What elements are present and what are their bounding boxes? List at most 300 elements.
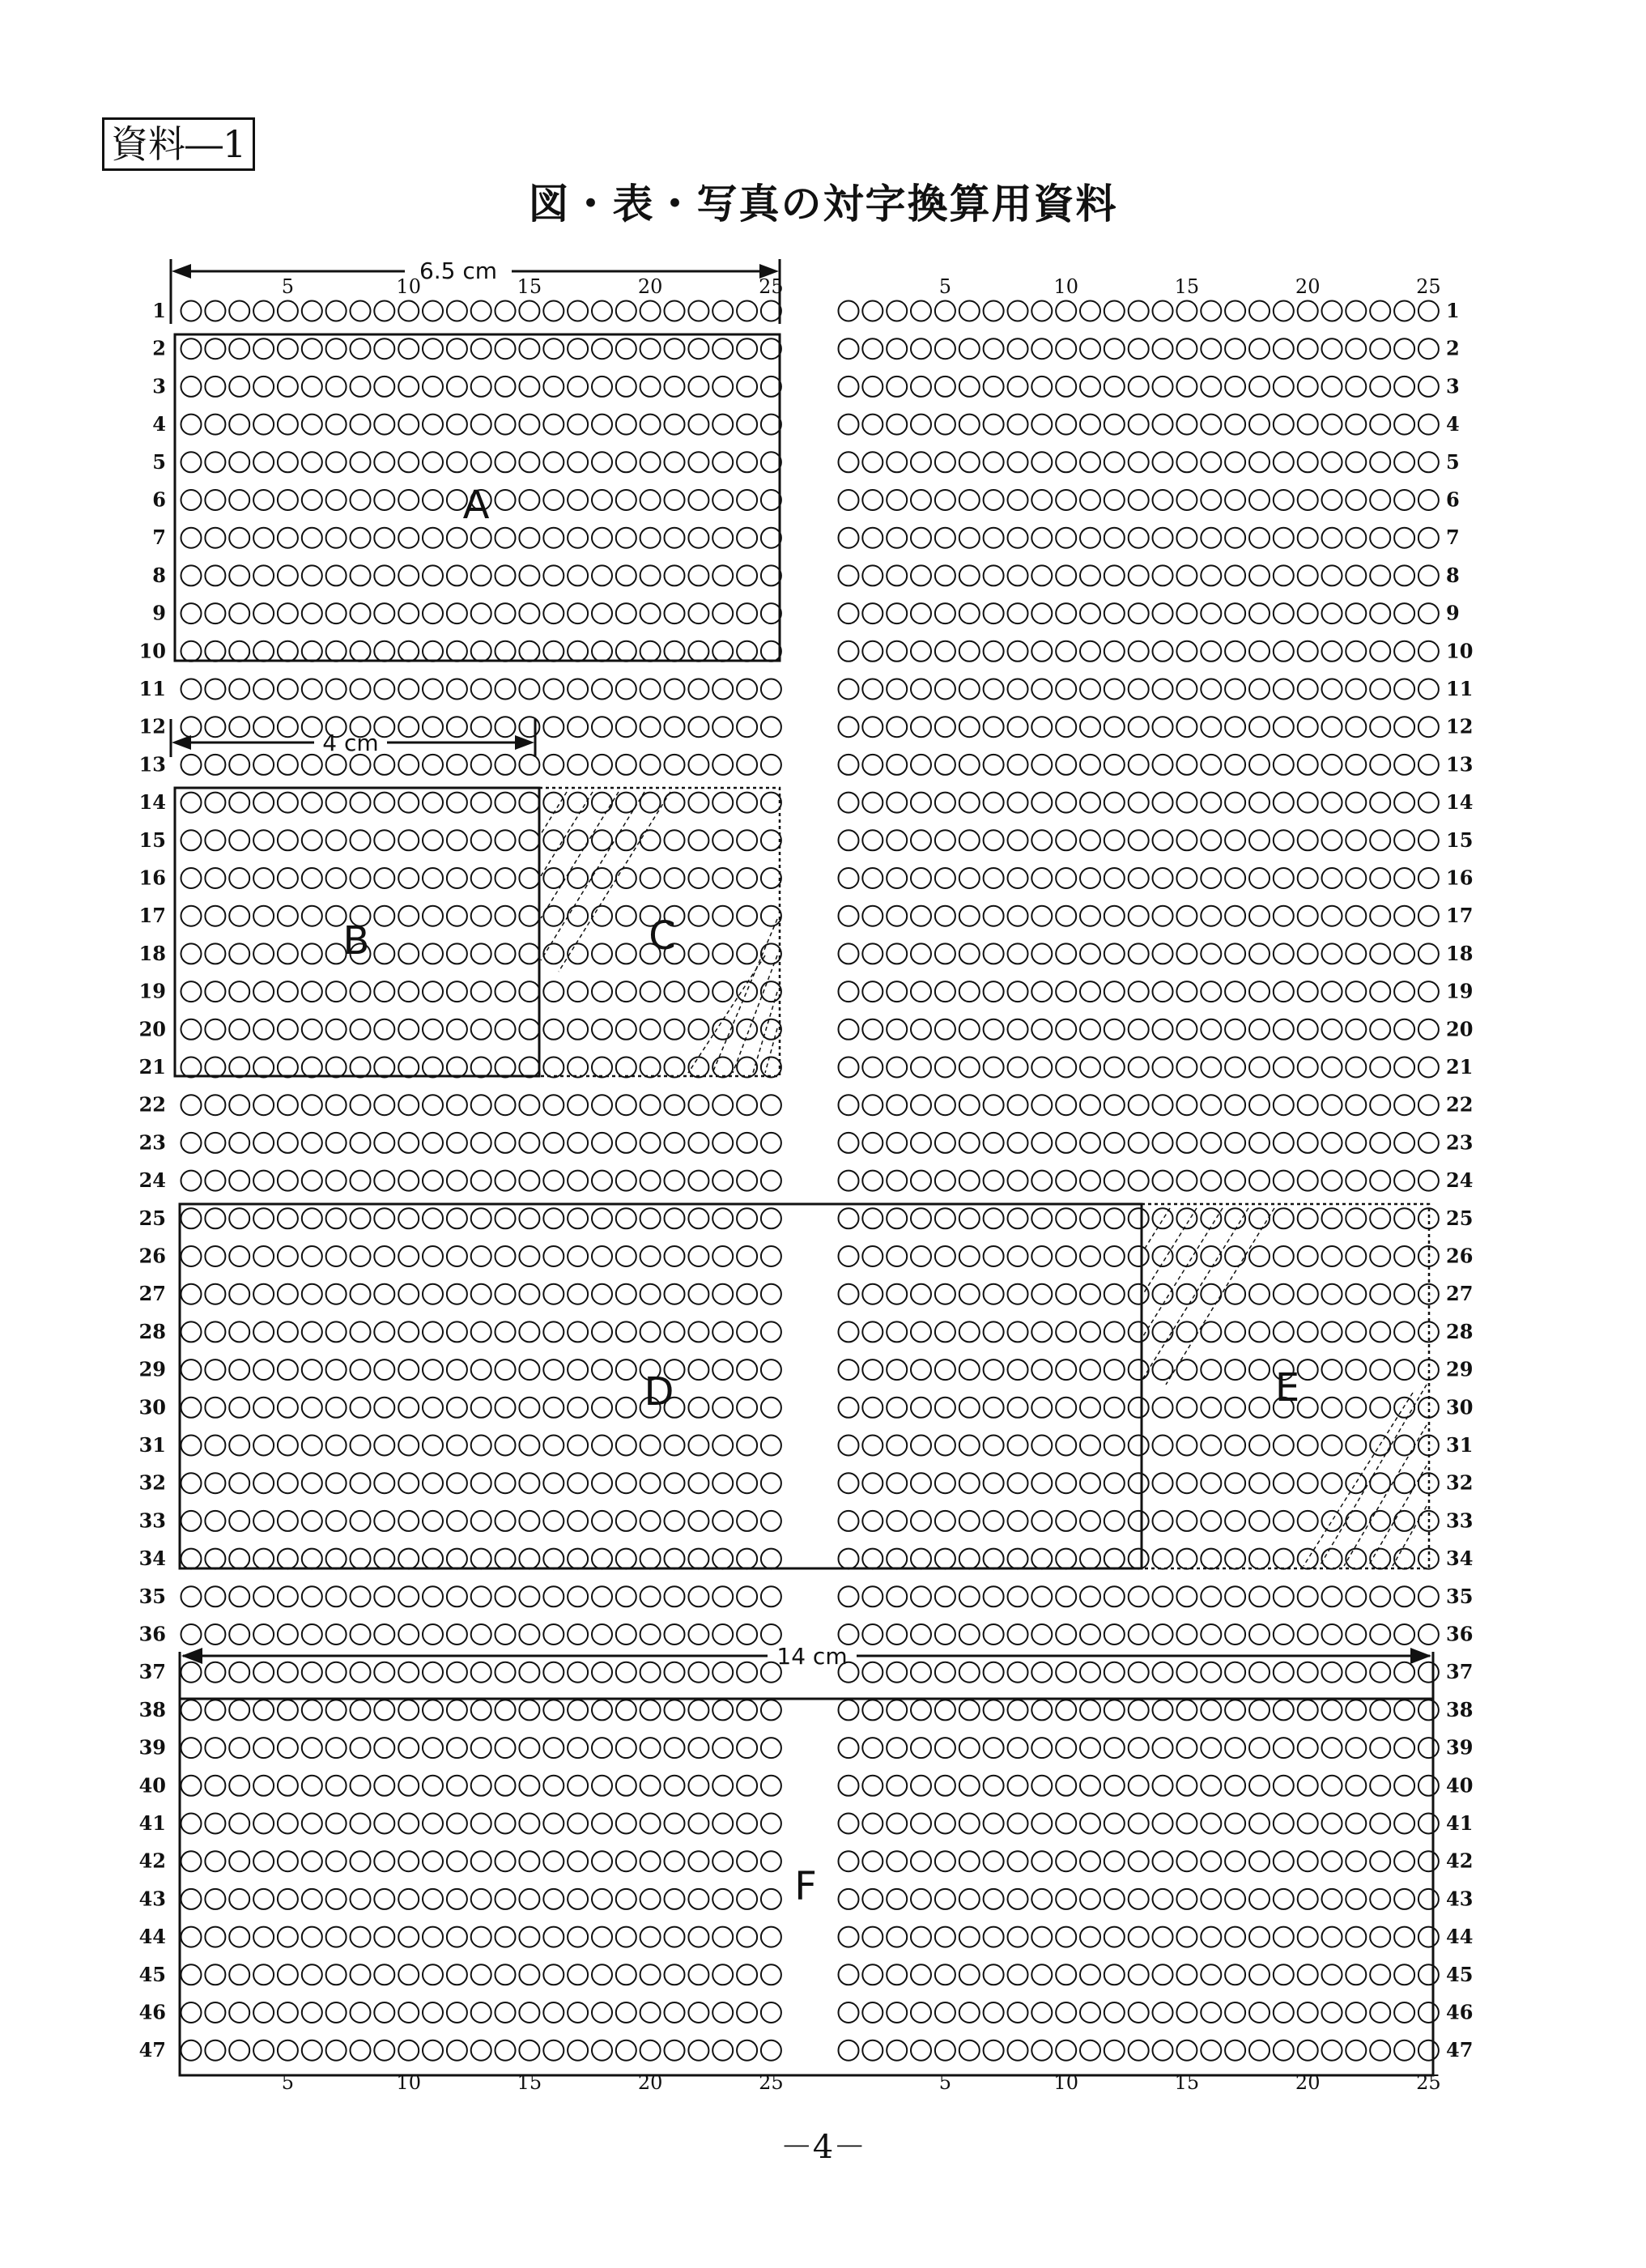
grid-cell — [1249, 679, 1270, 700]
grid-cell — [959, 1208, 980, 1228]
grid-cell — [253, 793, 274, 813]
grid-cell — [761, 1700, 781, 1720]
grid-cell — [326, 1057, 347, 1078]
grid-cell — [1008, 1321, 1028, 1342]
grid-cell — [326, 1586, 347, 1606]
grid-cell — [984, 1321, 1004, 1342]
grid-cell — [1370, 1284, 1390, 1304]
grid-cell — [1104, 603, 1125, 623]
grid-cell — [959, 377, 980, 397]
grid-cell — [519, 717, 539, 737]
grid-cell — [278, 415, 298, 435]
grid-cell — [1394, 1095, 1414, 1115]
grid-cell — [1225, 2040, 1245, 2061]
grid-cell — [1249, 1057, 1270, 1078]
grid-cell — [1322, 1019, 1342, 1040]
grid-cell — [1394, 1586, 1414, 1606]
grid-cell — [205, 2002, 225, 2023]
grid-cell — [229, 868, 249, 888]
grid-cell — [398, 906, 419, 926]
grid-cell — [616, 906, 636, 926]
grid-cell — [543, 338, 564, 359]
grid-cell — [519, 1700, 539, 1720]
grid-cell — [253, 1814, 274, 1834]
grid-cell — [543, 793, 564, 813]
grid-cell — [1274, 830, 1294, 850]
grid-cell — [1176, 868, 1197, 888]
grid-cell — [568, 1851, 588, 1871]
grid-cell — [1418, 415, 1439, 435]
grid-cell — [205, 1171, 225, 1191]
region-d-label: D — [644, 1369, 674, 1415]
grid-cell — [374, 1473, 394, 1493]
grid-cell — [1008, 415, 1028, 435]
grid-cell — [1201, 1284, 1221, 1304]
grid-cell — [423, 603, 443, 623]
grid-cell — [253, 830, 274, 850]
grid-cell — [205, 830, 225, 850]
grid-cell — [205, 1851, 225, 1871]
grid-cell — [592, 1436, 612, 1456]
grid-cell — [935, 1586, 955, 1606]
grid-cell — [737, 1133, 757, 1153]
grid-cell — [665, 301, 685, 321]
grid-cell — [1008, 528, 1028, 548]
grid-cell — [351, 301, 371, 321]
grid-cell — [447, 1889, 467, 1909]
grid-cell — [712, 717, 733, 737]
grid-cell — [761, 452, 781, 472]
grid-cell — [712, 1700, 733, 1720]
grid-cell — [1104, 868, 1125, 888]
grid-cell — [205, 755, 225, 775]
grid-cell — [1274, 1321, 1294, 1342]
grid-cell — [862, 1436, 883, 1456]
grid-cell — [447, 943, 467, 964]
grid-cell — [640, 679, 661, 700]
grid-cell — [1418, 755, 1439, 775]
grid-cell — [423, 830, 443, 850]
row-number-right: 11 — [1446, 677, 1474, 700]
grid-cell — [1394, 641, 1414, 662]
grid-cell — [665, 2002, 685, 2023]
grid-cell — [1008, 1398, 1028, 1418]
grid-cell — [229, 1246, 249, 1266]
grid-cell — [1346, 1208, 1366, 1228]
grid-cell — [616, 1889, 636, 1909]
grid-cell — [181, 1436, 202, 1456]
grid-cell — [205, 1398, 225, 1418]
grid-cell — [761, 415, 781, 435]
grid-cell — [1153, 1133, 1173, 1153]
grid-cell — [959, 1700, 980, 1720]
grid-cell — [351, 1776, 371, 1796]
grid-cell — [181, 868, 202, 888]
grid-cell — [253, 1776, 274, 1796]
grid-cell — [1008, 1889, 1028, 1909]
grid-cell — [374, 603, 394, 623]
grid-cell — [737, 755, 757, 775]
grid-cell — [181, 1321, 202, 1342]
grid-cell — [447, 906, 467, 926]
grid-cell — [640, 1133, 661, 1153]
grid-cell — [862, 717, 883, 737]
grid-cell — [423, 1624, 443, 1645]
row-number-left: 26 — [138, 1244, 166, 1268]
grid-cell — [1418, 1133, 1439, 1153]
grid-cell — [568, 868, 588, 888]
grid-cell — [181, 1549, 202, 1569]
grid-cell — [959, 868, 980, 888]
grid-cell — [1370, 755, 1390, 775]
grid-cell — [205, 1549, 225, 1569]
grid-cell — [592, 1511, 612, 1531]
grid-cell — [959, 415, 980, 435]
grid-cell — [568, 1662, 588, 1683]
grid-cell — [423, 415, 443, 435]
grid-cell — [326, 338, 347, 359]
grid-cell — [1370, 603, 1390, 623]
grid-cell — [737, 490, 757, 510]
grid-cell — [1201, 1927, 1221, 1947]
grid-cell — [737, 717, 757, 737]
grid-cell — [1104, 1927, 1125, 1947]
grid-cell — [229, 2002, 249, 2023]
grid-cell — [959, 1398, 980, 1418]
grid-cell — [1322, 1549, 1342, 1569]
grid-cell — [1298, 1511, 1318, 1531]
grid-cell — [447, 1814, 467, 1834]
grid-cell — [1056, 1246, 1076, 1266]
grid-cell — [1129, 1171, 1149, 1191]
grid-cell — [712, 1851, 733, 1871]
row-number-right: 45 — [1446, 1962, 1474, 1986]
grid-cell — [712, 1208, 733, 1228]
row-number-left: 7 — [152, 526, 166, 550]
grid-cell — [229, 1057, 249, 1078]
grid-cell — [496, 755, 516, 775]
row-number-left: 39 — [138, 1735, 166, 1760]
grid-cell — [1322, 641, 1342, 662]
grid-cell — [253, 1927, 274, 1947]
grid-cell — [1176, 2002, 1197, 2023]
row-number-left: 34 — [138, 1547, 166, 1571]
grid-cell — [616, 755, 636, 775]
grid-cell — [326, 1964, 347, 1985]
row-number-right: 43 — [1446, 1887, 1474, 1911]
grid-cell — [959, 1851, 980, 1871]
grid-cell — [351, 1624, 371, 1645]
grid-cell — [887, 1019, 907, 1040]
grid-cell — [568, 1889, 588, 1909]
grid-cell — [1274, 565, 1294, 585]
grid-cell — [616, 1511, 636, 1531]
grid-cell — [471, 377, 491, 397]
grid-cell — [471, 1624, 491, 1645]
grid-cell — [1394, 565, 1414, 585]
grid-cell — [984, 1738, 1004, 1758]
grid-cell — [423, 1133, 443, 1153]
grid-cell — [519, 1171, 539, 1191]
grid-cell — [1080, 1133, 1100, 1153]
grid-cell — [1298, 1624, 1318, 1645]
grid-cell — [543, 1851, 564, 1871]
grid-cell — [862, 1057, 883, 1078]
grid-cell — [1418, 943, 1439, 964]
grid-cell — [935, 490, 955, 510]
grid-cell — [887, 868, 907, 888]
grid-cell — [862, 1133, 883, 1153]
grid-cell — [839, 1436, 859, 1456]
grid-cell — [253, 1284, 274, 1304]
grid-cell — [887, 1473, 907, 1493]
grid-cell — [959, 1171, 980, 1191]
grid-cell — [1008, 377, 1028, 397]
grid-cell — [959, 679, 980, 700]
grid-cell — [887, 1814, 907, 1834]
grid-cell — [1176, 717, 1197, 737]
grid-cell — [1394, 301, 1414, 321]
grid-cell — [1274, 1927, 1294, 1947]
grid-cell — [205, 981, 225, 1002]
grid-cell — [1346, 1889, 1366, 1909]
grid-cell — [181, 906, 202, 926]
grid-cell — [592, 1398, 612, 1418]
grid-cell — [205, 1586, 225, 1606]
grid-cell — [181, 1095, 202, 1115]
grid-cell — [496, 1284, 516, 1304]
grid-cell — [568, 452, 588, 472]
grid-cell — [959, 528, 980, 548]
grid-cell — [1249, 490, 1270, 510]
grid-cell — [1225, 1511, 1245, 1531]
grid-cell — [1201, 830, 1221, 850]
grid-cell — [1056, 415, 1076, 435]
grid-cell — [1129, 1964, 1149, 1985]
grid-cell — [1298, 1208, 1318, 1228]
grid-cell — [398, 1511, 419, 1531]
grid-cell — [1225, 1586, 1245, 1606]
grid-cell — [737, 603, 757, 623]
grid-cell — [761, 1057, 781, 1078]
grid-cell — [712, 2002, 733, 2023]
grid-cell — [935, 830, 955, 850]
grid-cell — [1056, 1321, 1076, 1342]
grid-cell — [568, 490, 588, 510]
grid-cell — [447, 1662, 467, 1683]
grid-cell — [568, 1738, 588, 1758]
grid-cell — [1225, 793, 1245, 813]
grid-cell — [543, 1662, 564, 1683]
grid-cell — [1008, 1436, 1028, 1456]
region-b-label: B — [342, 918, 370, 964]
grid-cell — [984, 415, 1004, 435]
grid-cell — [959, 1057, 980, 1078]
grid-cell — [761, 1360, 781, 1380]
grid-cell — [1031, 1662, 1052, 1683]
grid-cell — [1249, 1321, 1270, 1342]
grid-cell — [181, 1662, 202, 1683]
grid-cell — [1418, 793, 1439, 813]
grid-cell — [351, 1511, 371, 1531]
grid-cell — [447, 528, 467, 548]
grid-cell — [1249, 338, 1270, 359]
grid-cell — [302, 1246, 322, 1266]
grid-cell — [1298, 1171, 1318, 1191]
grid-cell — [688, 1776, 708, 1796]
grid-cell — [592, 1549, 612, 1569]
grid-cell — [253, 906, 274, 926]
grid-cell — [1201, 1662, 1221, 1683]
grid-cell — [1176, 1624, 1197, 1645]
grid-cell — [1201, 1889, 1221, 1909]
grid-cell — [1394, 1964, 1414, 1985]
grid-cell — [568, 793, 588, 813]
grid-cell — [326, 1436, 347, 1456]
grid-cell — [887, 1208, 907, 1228]
grid-cell — [302, 1171, 322, 1191]
grid-cell — [1153, 301, 1173, 321]
grid-cell — [737, 1776, 757, 1796]
column-number-bottom: 15 — [517, 2071, 542, 2094]
grid-cell — [640, 1511, 661, 1531]
grid-cell — [761, 528, 781, 548]
grid-cell — [1201, 1360, 1221, 1380]
grid-cell — [205, 338, 225, 359]
grid-cell — [278, 338, 298, 359]
grid-cell — [496, 1095, 516, 1115]
grid-cell — [1346, 1586, 1366, 1606]
grid-cell — [935, 603, 955, 623]
grid-cell — [351, 1436, 371, 1456]
grid-cell — [351, 1321, 371, 1342]
grid-cell — [229, 1624, 249, 1645]
grid-cell — [1370, 452, 1390, 472]
grid-cell — [1418, 301, 1439, 321]
grid-cell — [1104, 1586, 1125, 1606]
grid-cell — [1298, 2040, 1318, 2061]
grid-cell — [229, 830, 249, 850]
grid-cell — [640, 793, 661, 813]
row-number-left: 35 — [138, 1584, 166, 1608]
grid-cell — [640, 1662, 661, 1683]
grid-cell — [1225, 1662, 1245, 1683]
grid-cell — [1418, 1738, 1439, 1758]
grid-cell — [374, 1284, 394, 1304]
grid-cell — [1370, 301, 1390, 321]
grid-cell — [665, 415, 685, 435]
grid-cell — [1176, 830, 1197, 850]
grid-cell — [1322, 717, 1342, 737]
grid-cell — [447, 301, 467, 321]
grid-cell — [278, 1246, 298, 1266]
grid-cell — [911, 1057, 931, 1078]
grid-cell — [1322, 377, 1342, 397]
grid-cell — [1129, 906, 1149, 926]
grid-cell — [1031, 1511, 1052, 1531]
grid-cell — [1370, 415, 1390, 435]
grid-cell — [640, 1889, 661, 1909]
grid-cell — [1346, 641, 1366, 662]
grid-cell — [1031, 1398, 1052, 1418]
grid-cell — [229, 377, 249, 397]
grid-cell — [839, 1473, 859, 1493]
grid-cell — [229, 1814, 249, 1834]
grid-cell — [253, 1360, 274, 1380]
grid-cell — [519, 1057, 539, 1078]
grid-cell — [1080, 1057, 1100, 1078]
region-a-label: A — [462, 483, 490, 528]
grid-cell — [326, 1095, 347, 1115]
grid-cell — [1031, 1889, 1052, 1909]
grid-cell — [1129, 338, 1149, 359]
grid-cell — [688, 717, 708, 737]
grid-cell — [326, 868, 347, 888]
grid-cell — [1129, 1738, 1149, 1758]
grid-cell — [278, 603, 298, 623]
grid-cell — [935, 981, 955, 1002]
grid-cell — [1249, 2040, 1270, 2061]
grid-cell — [616, 1321, 636, 1342]
grid-cell — [1129, 1284, 1149, 1304]
grid-cell — [665, 1284, 685, 1304]
grid-cell — [592, 1662, 612, 1683]
grid-cell — [302, 565, 322, 585]
grid-cell — [519, 603, 539, 623]
grid-cell — [1249, 1246, 1270, 1266]
grid-cell — [326, 1473, 347, 1493]
grid-cell — [1129, 377, 1149, 397]
grid-cell — [665, 1246, 685, 1266]
grid-cell — [1249, 1511, 1270, 1531]
grid-cell — [374, 1398, 394, 1418]
grid-cell — [1056, 2040, 1076, 2061]
grid-cell — [1153, 2002, 1173, 2023]
grid-cell — [302, 679, 322, 700]
grid-cell — [712, 1133, 733, 1153]
grid-cell — [1080, 1662, 1100, 1683]
grid-cell — [665, 1095, 685, 1115]
grid-cell — [1031, 755, 1052, 775]
grid-cell — [665, 1700, 685, 1720]
grid-cell — [911, 452, 931, 472]
grid-cell — [398, 1776, 419, 1796]
grid-cell — [471, 565, 491, 585]
grid-cell — [1129, 641, 1149, 662]
grid-cell — [205, 1700, 225, 1720]
grid-cell — [640, 565, 661, 585]
grid-cell — [1274, 377, 1294, 397]
grid-cell — [935, 1095, 955, 1115]
grid-cell — [568, 1321, 588, 1342]
grid-cell — [1056, 1511, 1076, 1531]
grid-cell — [374, 1057, 394, 1078]
grid-cell — [1418, 528, 1439, 548]
grid-cell — [1080, 377, 1100, 397]
grid-cell — [839, 1284, 859, 1304]
grid-cell — [1104, 1662, 1125, 1683]
grid-cell — [640, 830, 661, 850]
grid-cell — [1056, 1133, 1076, 1153]
grid-cell — [351, 528, 371, 548]
grid-cell — [374, 1511, 394, 1531]
grid-cell — [935, 868, 955, 888]
grid-cell — [1104, 943, 1125, 964]
grid-cell — [1298, 1662, 1318, 1683]
grid-cell — [519, 793, 539, 813]
grid-cell — [1394, 868, 1414, 888]
grid-cell — [839, 981, 859, 1002]
